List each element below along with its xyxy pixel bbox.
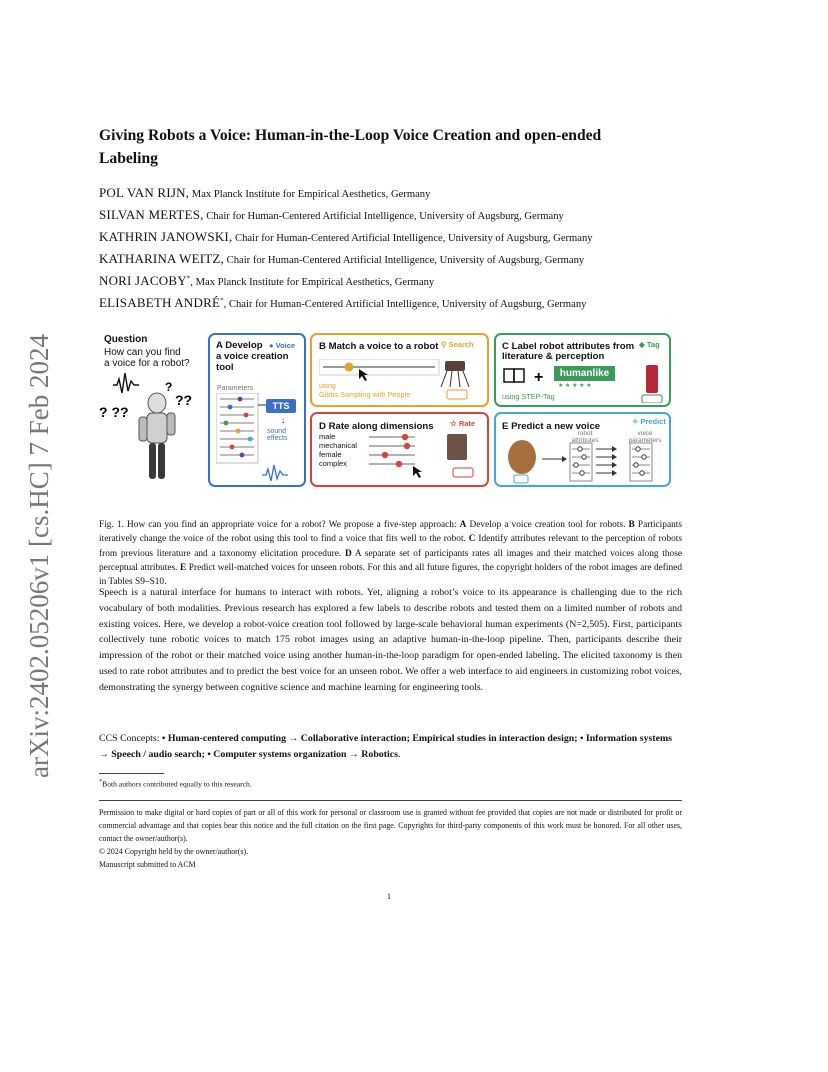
question-line-1: How can you find: [104, 347, 181, 358]
svg-text:??: ??: [175, 392, 193, 408]
sound-label-2: effects: [267, 435, 288, 442]
question-heading: Question: [104, 334, 148, 345]
ccs-concept-3: • Computer systems organization → Robotics: [204, 749, 398, 760]
svg-text:+: +: [534, 369, 544, 386]
caption-text: A separate set of participants rates all images and their matched voices along those perceptual attributes.: [99, 548, 682, 573]
predict-badge-label: Predict: [640, 417, 666, 426]
copyright-text: © 2024 Copyright held by the owner/author(s).: [99, 847, 249, 856]
author-affiliation: Max Planck Institute for Empirical Aesthetics, Germany: [189, 189, 431, 200]
robot-attributes-label-1: robot: [577, 430, 593, 437]
author-sup: *: [220, 296, 224, 305]
dimension-label: female: [319, 450, 342, 459]
panel-e-graphics: [502, 437, 668, 485]
rate-badge: [450, 420, 475, 428]
panel-a-title-3: tool: [216, 362, 234, 373]
rate-badge-label: Rate: [458, 419, 476, 428]
panel-b-using: using: [319, 383, 336, 390]
voice-icon: ●: [269, 341, 274, 350]
caption-step-e: E: [180, 562, 187, 573]
tag-icon: ◆: [639, 340, 645, 349]
panel-c-title: C Label robot attributes from: [502, 341, 635, 352]
predict-badge: [632, 418, 666, 426]
footnote-rule: [99, 773, 164, 774]
author-name: NORI JACOBY: [99, 273, 187, 288]
author-affiliation: Chair for Human-Centered Artificial Intelligence, University of Augsburg, Germany: [232, 233, 593, 244]
permission-text: Permission to make digital or hard copies of part or all of this work for personal or classroom use is granted without fee provided that copies are not made or distributed for profit or commercial advantage and that copies bear this notice and the full citation on the first page. Copyrights for third-party components of this work must be honored. For all other uses, contact the owner/author(s).: [99, 808, 682, 843]
author-2: [99, 207, 564, 223]
footnote: [99, 778, 252, 789]
search-badge: [441, 341, 474, 349]
panel-a-title-2: a voice creation: [216, 351, 289, 362]
footnote-text: Both authors contributed equally to this research.: [102, 779, 252, 789]
abstract: Speech is a natural interface for humans to interact with robots. Yet, aligning a robot’s voice to its appearance is challenging due to the rich vocabulary of both modalities. Previous research has explored a few labels to describe robots and tested them on a limited number of robots and existing voices. Here, we develop a robot-voice creation tool followed by large-scale behavioral human experiments (N=2,505). First, participants collectively tune robotic voices to match 175 robot images using an adaptive human-in-the-loop pipeline. Then, participants describe their impression of the robot or their matched voice using another human-in-the-loop paradigm for open-ended labeling. The elicited taxonomy is then used to rate robot attributes and to predict the best voice for an unseen robot. We offer a web interface to aid engineers in customizing robot voices, demonstrating the synergy between cognitive science and machine learning for engineering tools.: [99, 587, 682, 693]
footnote-mark: *: [99, 778, 103, 785]
svg-text:? ??: ? ??: [99, 404, 129, 420]
manuscript-text: Manuscript submitted to ACM: [99, 860, 196, 869]
arxiv-id-text: arXiv:2402.05206v1 [cs.HC] 7 Feb 2024: [24, 334, 54, 778]
panel-a-title: A Develop: [216, 340, 263, 351]
figure-1: [99, 329, 681, 491]
author-4: [99, 251, 584, 267]
title-line-2: Labeling: [99, 150, 158, 167]
dimension-label: complex: [319, 459, 347, 468]
author-affiliation: Chair for Human-Centered Artificial Intelligence, University of Augsburg, Germany: [224, 255, 585, 266]
author-5: [99, 273, 434, 289]
voice-parameters-label-1: voice: [637, 430, 653, 437]
author-affiliation: Chair for Human-Centered Artificial Intelligence, University of Augsburg, Germany: [203, 211, 564, 222]
robot-attributes-label-2: attributes: [571, 437, 599, 444]
dimension-label: mechanical: [319, 441, 357, 450]
author-name: ELISABETH ANDRÉ: [99, 295, 221, 310]
caption-text: Predict well-matched voices for unseen robots. For this and all future figures, the copyright holders of the robot images are defined in Tables S9–S10.: [99, 562, 682, 588]
author-3: [99, 229, 593, 245]
dimension-label: male: [319, 432, 336, 441]
voice-parameters-label-2: parameters: [628, 437, 662, 444]
caption-text: Develop a voice creation tool for robots.: [466, 520, 629, 530]
ccs-end: .: [397, 749, 401, 760]
sound-label-1: sound: [267, 428, 287, 435]
tag-badge: [639, 341, 660, 349]
robot-illustration: [99, 369, 205, 489]
caption-text: Identify attributes relevant to the perception of robots from previous literature and a taxonomy elicitation procedure.: [99, 534, 683, 559]
down-arrow-icon: ↓: [281, 416, 285, 425]
parameters-label: Parameters: [217, 385, 254, 392]
author-name: SILVAN MERTES,: [99, 207, 204, 222]
voice-badge-label: Voice: [275, 341, 296, 350]
ccs-label: CCS Concepts:: [99, 733, 162, 744]
sparkle-icon: ✧: [632, 417, 639, 426]
author-1: [99, 185, 430, 201]
panel-e-title: E Predict a new voice: [502, 421, 601, 432]
ccs-concept-1: • Human-centered computing → Collaborative interaction; Empirical studies in interaction design;: [161, 733, 578, 744]
caption-step-c: C: [468, 534, 476, 545]
paper-title: [99, 124, 719, 170]
panel-b-method: Gibbs Sampling with People: [319, 390, 411, 399]
ccs-concepts: [99, 731, 682, 763]
arxiv-identifier: [4, 310, 64, 780]
voice-badge: [269, 342, 295, 350]
star-icon: ★ ★ ★ ★ ★: [558, 383, 592, 389]
caption-step-b: B: [628, 520, 635, 530]
panel-b-title: B Match a voice to a robot: [319, 341, 439, 352]
figure-caption: [99, 518, 682, 589]
tag-badge-label: Tag: [646, 340, 660, 349]
title-line-1: Giving Robots a Voice: Human-in-the-Loop Voice Creation and open-ended: [99, 127, 602, 144]
caption-text: Participants iteratively change the voice of the robot using this tool to find a voice that fits well to the robot.: [99, 520, 683, 545]
page-number: 1: [387, 892, 391, 901]
caption-step-d: D: [344, 548, 352, 559]
caption-text: How can you find an appropriate voice for a robot? We propose a five-step approach:: [123, 520, 460, 530]
panel-c-title-2: literature & perception: [502, 351, 605, 362]
permission-rule: [99, 800, 682, 801]
search-badge-label: Search: [448, 340, 474, 349]
caption-step-a: A: [459, 520, 467, 530]
author-name: KATHRIN JANOWSKI,: [99, 229, 233, 244]
star-outline-icon: ☆: [450, 419, 457, 428]
author-affiliation: , Chair for Human-Centered Artificial Intelligence, University of Augsburg, Germany: [223, 299, 587, 310]
permission-block: [99, 806, 682, 871]
author-affiliation: , Max Planck Institute for Empirical Aesthetics, Germany: [190, 277, 435, 288]
humanlike-tag: humanlike: [554, 366, 615, 381]
author-sup: *: [186, 274, 191, 283]
panel-c-method: using STEP-Tag: [502, 392, 555, 401]
question-line-2: a voice for a robot?: [104, 358, 190, 369]
author-name: KATHARINA WEITZ,: [99, 251, 224, 266]
panel-d-title: D Rate along dimensions: [319, 421, 434, 432]
tts-box: TTS: [266, 399, 296, 413]
ccs-concept-2: • Information systems → Speech / audio search;: [99, 733, 672, 760]
search-icon: ⚲: [441, 340, 447, 349]
author-name: POL VAN RIJN,: [99, 185, 190, 200]
author-6: [99, 295, 586, 311]
caption-label: Fig. 1.: [99, 520, 124, 530]
svg-text:?: ?: [165, 380, 173, 394]
rating-sliders: [367, 432, 485, 484]
